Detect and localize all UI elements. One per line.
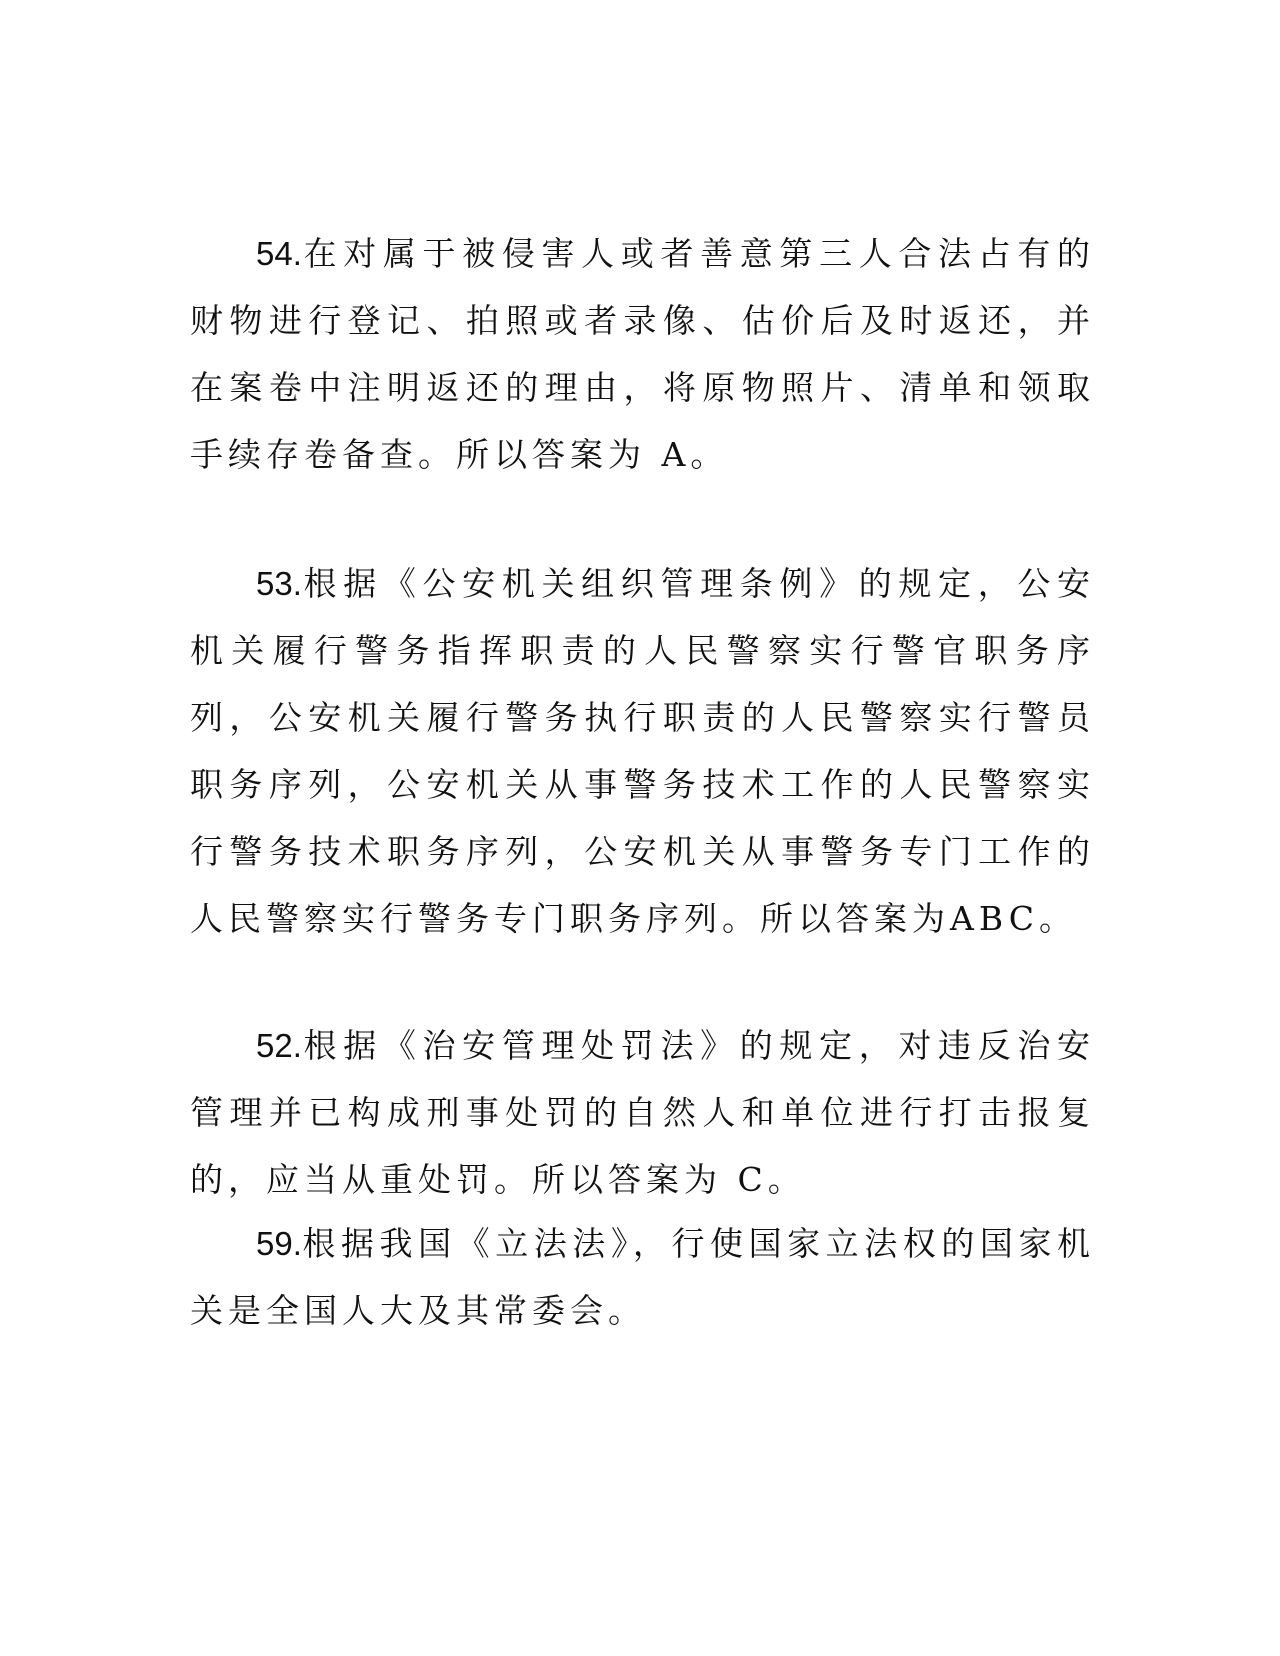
answer-paragraph-59 (190, 1210, 1095, 1344)
paragraph-text: 在对属于被侵害人或者善意第三人合法占有的财物进行登记、拍照或者录像、估价后及时返还，并在案卷中注明返还的理由，将原物照片、清单和领取手续存卷备查。所以答案为 A。 (190, 234, 1095, 474)
answer-paragraph-54 (190, 220, 1095, 488)
paragraph-number: 52. (256, 1027, 302, 1064)
paragraph-number: 59. (256, 1225, 302, 1262)
paragraph-number: 53. (256, 565, 302, 602)
paragraph-text: 根据我国《立法法》，行使国家立法权的国家机关是全国人大及其常委会。 (190, 1224, 1095, 1330)
answer-paragraph-53 (190, 550, 1095, 952)
answer-paragraph-52 (190, 1012, 1095, 1213)
paragraph-text: 根据《公安机关组织管理条例》的规定，公安机关履行警务指挥职责的人民警察实行警官职务序列，公安机关履行警务执行职责的人民警察实行警员职务序列，公安机关从事警务技术工作的人民警察实行警务技术职务序列，公安机关从事警务专门工作的人民警察实行警务专门职务序列。所以答案为ABC。 (190, 564, 1095, 938)
paragraph-text: 根据《治安管理处罚法》的规定，对违反治安管理并已构成刑事处罚的自然人和单位进行打击报复的，应当从重处罚。所以答案为 C。 (190, 1026, 1095, 1199)
paragraph-number: 54. (256, 235, 302, 272)
